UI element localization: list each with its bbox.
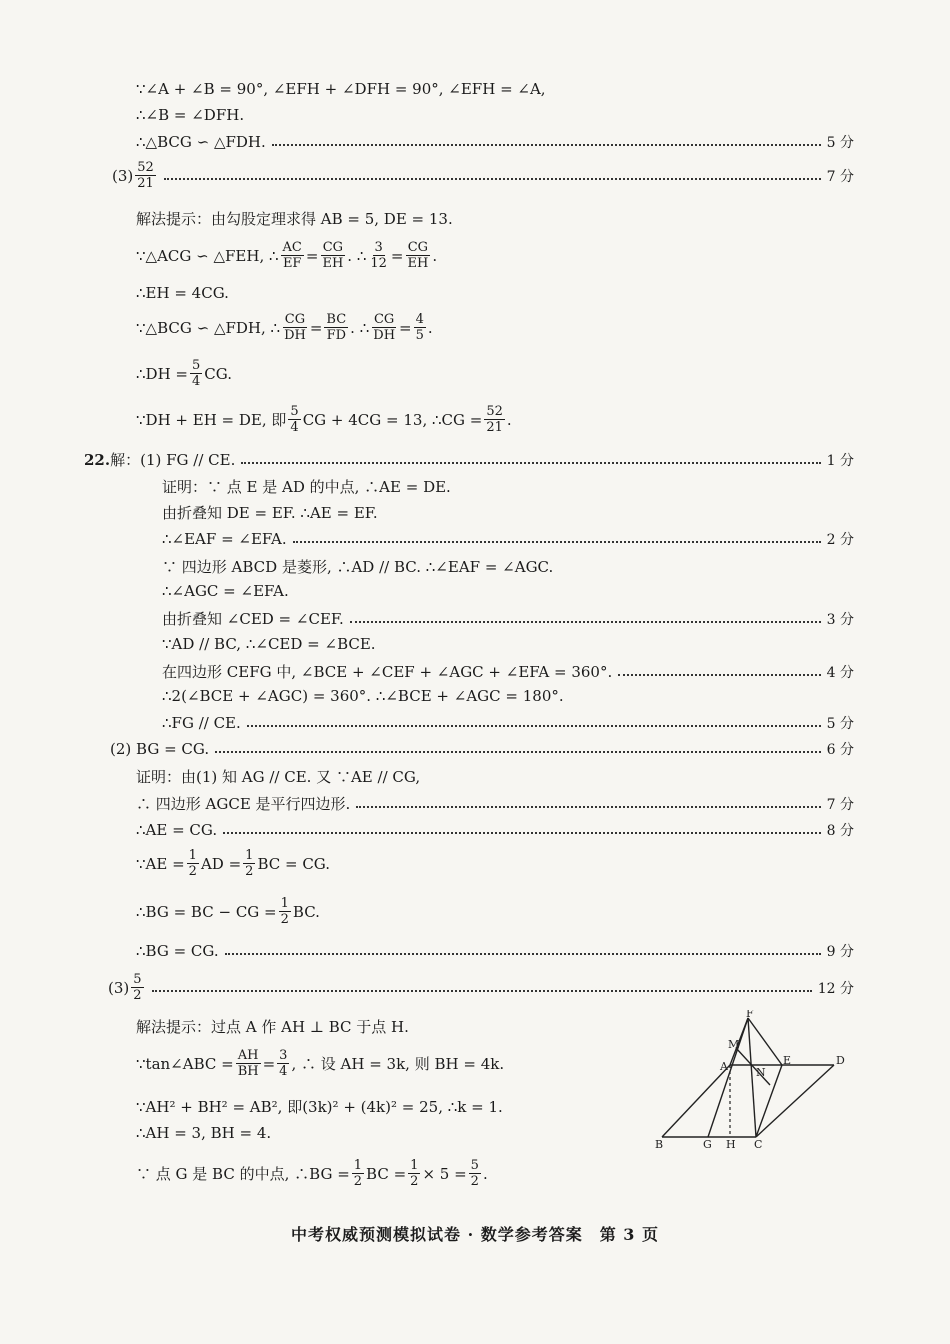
segment-DC	[756, 1065, 834, 1137]
proof-line: ∴BG = BC − CG = $\frac{1}{2}$ BC.	[136, 896, 320, 927]
scored-line: 在四边形 CEFG 中, ∠BCE + ∠CEF + ∠AGC + ∠EFA = 360°. 4 分	[162, 663, 854, 681]
segment-FE	[748, 1018, 782, 1065]
hint-line: 解法提示：由勾股定理求得 AB = 5, DE = 13.	[136, 210, 453, 228]
label-G: G	[703, 1138, 712, 1150]
proof-line: ∵△BCG ∽ △FDH, ∴ $\frac{CG}{DH}$ = $\frac{BC}{FD}$ . ∴ $\frac{CG}{DH}$ = $\frac{4}{5}$ .	[136, 312, 433, 343]
fraction: $\frac{52}{21}$	[137, 160, 154, 191]
score: 1 分	[826, 452, 854, 469]
proof-line: ∵DH + EH = DE, 即 $\frac{5}{4}$ CG + 4CG = 13, ∴CG = $\frac{52}{21}$ .	[136, 404, 512, 435]
proof-line: 证明：∵ 点 E 是 AD 的中点, ∴AE = DE.	[162, 478, 451, 496]
proof-line: ∴∠B = ∠DFH.	[136, 106, 245, 124]
proof-line: ∴EH = 4CG.	[136, 284, 229, 302]
scored-line: ∴FG // CE. 5 分	[162, 714, 854, 732]
question-number: 22.	[84, 450, 111, 469]
scored-line: ∴ 四边形 AGCE 是平行四边形. 7 分	[136, 795, 854, 813]
label-H: H	[726, 1138, 736, 1150]
scored-line: ∴∠EAF = ∠EFA. 2 分	[162, 530, 854, 548]
proof-line: ∵tan∠ABC = $\frac{AH}{BH}$ = $\frac{3}{4}$ , ∴ 设 AH = 3k, 则 BH = 4k.	[136, 1048, 505, 1079]
proof-line: ∵AE = $\frac{1}{2}$ AD = $\frac{1}{2}$ BC = CG.	[136, 848, 331, 879]
scored-line: ∴△BCG ∽ △FDH. 5 分	[136, 133, 854, 151]
page-footer: 中考权威预测模拟试卷 · 数学参考答案 第 3 页	[291, 1225, 659, 1244]
proof-line: ∴AH = 3, BH = 4.	[136, 1124, 272, 1142]
scored-line: 由折叠知 ∠CED = ∠CEF. 3 分	[162, 610, 854, 628]
proof-line: ∴2(∠BCE + ∠AGC) = 360°. ∴∠BCE + ∠AGC = 180°.	[162, 687, 564, 705]
scored-line: ∴BG = CG. 9 分	[136, 942, 854, 960]
label-B: B	[655, 1138, 664, 1150]
hint-line: 解法提示：过点 A 作 AH ⊥ BC 于点 H.	[136, 1018, 409, 1036]
geometry-figure	[652, 1010, 852, 1150]
label-M: M	[728, 1038, 740, 1051]
segment-FG	[708, 1018, 748, 1137]
score: 5 分	[826, 135, 854, 151]
proof-line: 由折叠知 DE = EF. ∴AE = EF.	[162, 504, 378, 522]
proof-line: ∵∠A + ∠B = 90°, ∠EFH + ∠DFH = 90°, ∠EFH = ∠A,	[136, 80, 546, 98]
label-A: A	[720, 1060, 728, 1073]
question-22-header: 22. 解：(1) FG // CE. 1 分	[84, 450, 854, 469]
scored-line: (3) $\frac{52}{21}$ 7 分	[112, 160, 854, 191]
scored-line: ∴AE = CG. 8 分	[136, 821, 854, 839]
label-N: N	[756, 1066, 766, 1079]
label-F: F	[746, 1010, 754, 1020]
label-D: D	[836, 1054, 845, 1067]
proof-line: ∵ 四边形 ABCD 是菱形, ∴AD // BC. ∴∠EAF = ∠AGC.	[162, 558, 554, 576]
scored-line: (2) BG = CG. 6 分	[110, 740, 854, 758]
proof-line: ∵△ACG ∽ △FEH, ∴ $\frac{AC}{EF}$ = $\frac{CG}{EH}$ . ∴ $\frac{3}{12}$ = $\frac{CG}{EH}$ .	[136, 240, 438, 271]
proof-line: ∵AH² + BH² = AB², 即(3k)² + (4k)² = 25, ∴k = 1.	[136, 1098, 503, 1116]
proof-line: ∵ 点 G 是 BC 的中点, ∴BG = $\frac{1}{2}$ BC = $\frac{1}{2}$ × 5 = $\frac{5}{2}$ .	[136, 1158, 488, 1189]
scored-line: (3) $\frac{5}{2}$ 12 分	[108, 972, 854, 1003]
proof-line: ∴∠AGC = ∠EFA.	[162, 582, 289, 600]
score: 7 分	[826, 168, 854, 185]
proof-line: ∵AD // BC, ∴∠CED = ∠BCE.	[162, 635, 376, 653]
segment-FC	[748, 1018, 756, 1137]
proof-line: 证明：由(1) 知 AG // CE. 又 ∵AE // CG,	[136, 768, 421, 786]
proof-line: ∴DH = $\frac{5}{4}$ CG.	[136, 358, 232, 389]
label-E: E	[783, 1054, 792, 1067]
label-C: C	[754, 1138, 763, 1150]
